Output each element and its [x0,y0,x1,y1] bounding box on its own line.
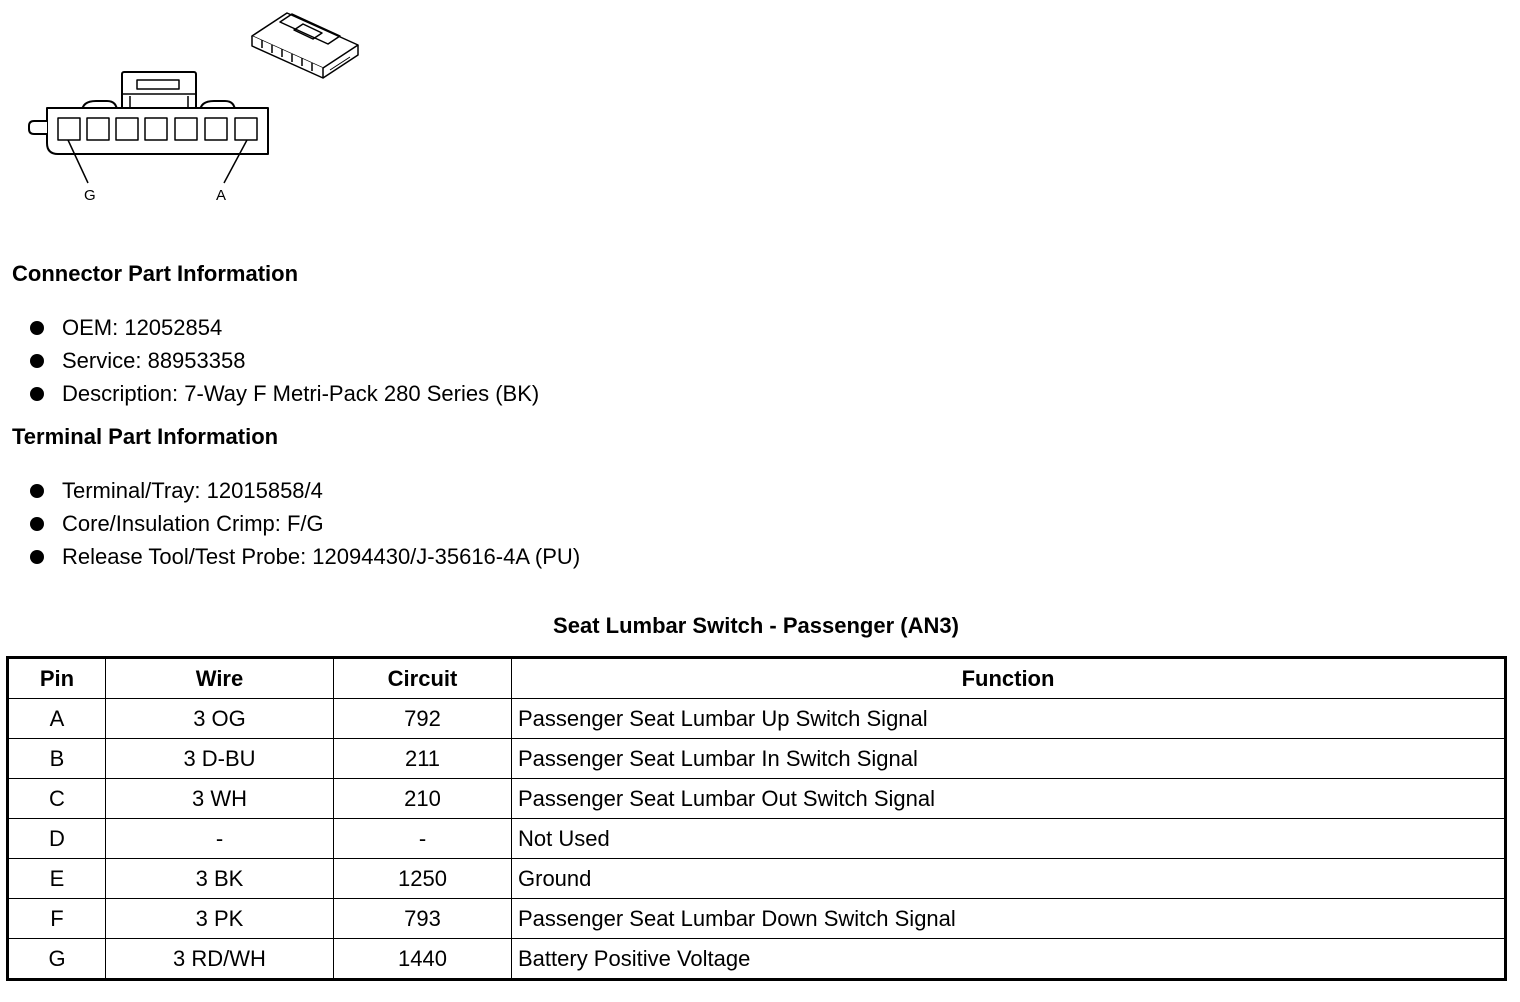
list-item: Core/Insulation Crimp: F/G [30,511,580,544]
bullet-icon [30,387,44,401]
pin-cell: E [8,859,106,899]
connector-diagram [0,0,380,215]
pinout-table [6,656,1507,981]
pin-cell: C [8,779,106,819]
wire-cell: 3 PK [106,899,334,939]
wire-cell: 3 BK [106,859,334,899]
function-cell: Passenger Seat Lumbar Down Switch Signal [512,899,1506,939]
function-cell: Battery Positive Voltage [512,939,1506,980]
table-row [8,699,1506,739]
bullet-icon [30,517,44,531]
function-cell: Passenger Seat Lumbar In Switch Signal [512,739,1506,779]
pin-column-header: Pin [8,658,106,699]
table-row [8,939,1506,980]
connector-part-info-list [30,315,539,414]
circuit-cell: 210 [334,779,512,819]
connector-isometric-icon [252,13,358,78]
table-row [8,899,1506,939]
pin-cell: B [8,739,106,779]
bullet-icon [30,484,44,498]
list-item: Service: 88953358 [30,348,539,381]
bullet-icon [30,550,44,564]
wire-cell: 3 WH [106,779,334,819]
table-row [8,819,1506,859]
function-column-header: Function [512,658,1506,699]
function-cell: Passenger Seat Lumbar Out Switch Signal [512,779,1506,819]
terminal-part-info-heading: Terminal Part Information [12,424,279,449]
list-item: Terminal/Tray: 12015858/4 [30,478,580,511]
wire-cell: 3 RD/WH [106,939,334,980]
pin-cell: D [8,819,106,859]
table-title: Seat Lumbar Switch - Passenger (AN3) [553,613,959,638]
connector-part-info-heading: Connector Part Information [12,261,299,286]
list-item: Description: 7-Way F Metri-Pack 280 Series (BK) [30,381,539,414]
table-row [8,739,1506,779]
function-cell: Not Used [512,819,1506,859]
bullet-icon [30,321,44,335]
function-cell: Ground [512,859,1506,899]
pin-cell: F [8,899,106,939]
wire-cell: - [106,819,334,859]
function-cell: Passenger Seat Lumbar Up Switch Signal [512,699,1506,739]
circuit-cell: 793 [334,899,512,939]
wire-column-header: Wire [106,658,334,699]
pin-cell: G [8,939,106,980]
circuit-cell: 211 [334,739,512,779]
circuit-cell: 1250 [334,859,512,899]
list-item: OEM: 12052854 [30,315,539,348]
bullet-icon [30,354,44,368]
table-row [8,779,1506,819]
circuit-cell: - [334,819,512,859]
pin-cell: A [8,699,106,739]
circuit-column-header: Circuit [334,658,512,699]
pin-a-label: A [216,187,227,204]
table-row [8,859,1506,899]
pin-g-label: G [84,187,96,204]
circuit-cell: 1440 [334,939,512,980]
list-item: Release Tool/Test Probe: 12094430/J-35616-4A (PU) [30,544,580,577]
wire-cell: 3 OG [106,699,334,739]
table-header-row [8,658,1506,699]
circuit-cell: 792 [334,699,512,739]
terminal-part-info-list [30,478,580,577]
wire-cell: 3 D-BU [106,739,334,779]
connector-face-icon [29,72,268,183]
